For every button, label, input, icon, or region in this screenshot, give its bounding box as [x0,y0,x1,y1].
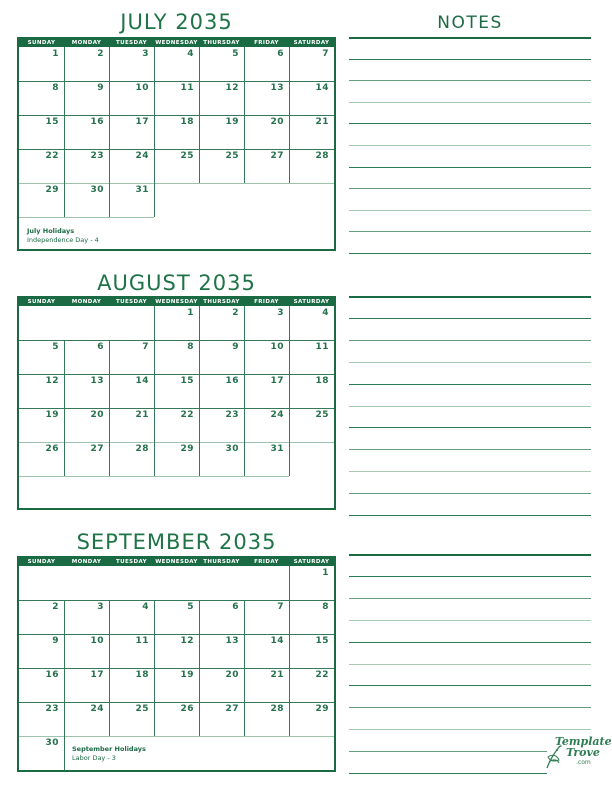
day-number: 9 [97,83,104,93]
month-title: SEPTEMBER 2035 [76,530,277,554]
notes-title: NOTES [437,13,503,33]
grid-line-horizontal [19,115,334,116]
day-number: 19 [180,670,194,680]
month-title: AUGUST 2035 [97,271,256,295]
day-number: 14 [270,636,284,646]
notes-line [349,427,591,428]
day-header-band [19,39,334,47]
day-number: 3 [277,308,284,318]
day-header: SATURDAY [293,299,330,305]
notes-line [349,188,591,189]
day-number: 30 [90,185,104,195]
day-number: 21 [270,670,284,680]
grid-line-horizontal [19,600,334,601]
day-header: FRIDAY [254,299,279,305]
day-header: MONDAY [71,559,102,565]
day-number: 1 [322,568,329,578]
day-number: 21 [315,117,329,127]
day-number: 4 [142,602,149,612]
day-number: 22 [315,670,329,680]
grid-line-vertical [289,442,290,476]
notes-line [349,231,591,232]
day-number: 29 [45,185,59,195]
grid-line-horizontal [19,408,334,409]
day-number: 5 [232,49,239,59]
notes-line [349,471,591,472]
grid-line-vertical [154,183,155,217]
grid-line-horizontal [19,668,334,669]
notes-line [349,59,591,60]
day-number: 6 [277,49,284,59]
day-number: 16 [225,376,239,386]
day-header: WEDNESDAY [155,559,198,565]
day-number: 25 [315,410,329,420]
day-header: FRIDAY [254,40,279,46]
notes-line [349,620,591,621]
month-calendar [17,556,336,772]
notes-line [349,167,591,168]
day-number: 15 [180,376,194,386]
holidays-title: July Holidays [27,227,75,235]
day-number: 27 [270,151,284,161]
day-number: 25 [225,151,239,161]
day-header: WEDNESDAY [155,40,198,46]
grid-line-horizontal [19,81,334,82]
day-number: 5 [187,602,194,612]
notes-line [349,598,591,599]
logo-text-com: .com [576,759,591,766]
day-number: 29 [180,444,194,454]
day-number: 13 [270,83,284,93]
notes-line [349,406,591,407]
day-number: 10 [135,83,149,93]
day-number: 14 [135,376,149,386]
day-number: 1 [52,49,59,59]
day-number: 5 [52,342,59,352]
day-header: SUNDAY [27,299,56,305]
day-number: 9 [52,636,59,646]
day-header: SATURDAY [293,40,330,46]
notes-section-line [349,554,591,556]
day-number: 1 [187,308,194,318]
day-number: 11 [315,342,329,352]
day-number: 7 [322,49,329,59]
grid-line-horizontal [19,442,334,443]
day-number: 28 [315,151,329,161]
day-number: 18 [180,117,194,127]
notes-line [349,449,591,450]
day-header: TUESDAY [115,559,147,565]
day-header: MONDAY [71,299,102,305]
day-number: 3 [142,49,149,59]
notes-line [349,123,591,124]
grid-line-vertical [64,736,65,770]
day-header: WEDNESDAY [155,299,198,305]
day-number: 16 [45,670,59,680]
day-number: 31 [135,185,149,195]
day-number: 6 [232,602,239,612]
day-number: 18 [135,670,149,680]
day-number: 26 [45,444,59,454]
notes-line [349,253,591,254]
notes-line [349,773,547,774]
day-number: 17 [270,376,284,386]
month-calendar [17,296,336,510]
day-number: 12 [45,376,59,386]
day-header: FRIDAY [254,559,279,565]
day-number: 31 [270,444,284,454]
day-number: 8 [187,342,194,352]
day-number: 13 [225,636,239,646]
day-header: SATURDAY [293,559,330,565]
day-number: 19 [225,117,239,127]
day-header: TUESDAY [115,299,147,305]
day-number: 20 [90,410,104,420]
holidays-text: Independence Day - 4 [27,236,99,244]
day-number: 22 [180,410,194,420]
notes-section-line [349,296,591,298]
notes-section-line [349,37,591,39]
day-number: 11 [180,83,194,93]
day-number: 24 [90,704,104,714]
day-number: 25 [180,151,194,161]
day-number: 21 [135,410,149,420]
grid-line-horizontal [19,149,334,150]
day-number: 10 [270,342,284,352]
day-number: 15 [45,117,59,127]
grid-line-horizontal [19,217,154,218]
day-number: 23 [45,704,59,714]
notes-line [349,102,591,103]
day-number: 26 [180,704,194,714]
day-number: 12 [180,636,194,646]
day-header: SUNDAY [27,559,56,565]
day-number: 17 [135,117,149,127]
day-number: 4 [187,49,194,59]
day-header: TUESDAY [115,40,147,46]
notes-line [349,318,591,319]
grid-line-horizontal [19,374,334,375]
day-number: 24 [270,410,284,420]
notes-line [349,340,591,341]
grid-line-horizontal [19,183,334,184]
notes-line [349,751,547,752]
day-header-band [19,558,334,566]
day-number: 12 [225,83,239,93]
day-number: 14 [315,83,329,93]
day-number: 7 [277,602,284,612]
grid-line-horizontal [19,736,334,737]
day-number: 27 [225,704,239,714]
day-number: 27 [90,444,104,454]
notes-line [349,80,591,81]
day-number: 15 [315,636,329,646]
holidays-block [72,745,146,763]
day-number: 19 [45,410,59,420]
notes-line [349,384,591,385]
day-number: 4 [322,308,329,318]
grid-line-horizontal [19,702,334,703]
day-header: THURSDAY [203,559,240,565]
day-header: THURSDAY [203,299,240,305]
day-number: 11 [135,636,149,646]
holidays-title: September Holidays [72,745,146,753]
day-number: 28 [135,444,149,454]
day-number: 3 [97,602,104,612]
day-header: SUNDAY [27,40,56,46]
day-number: 20 [225,670,239,680]
day-number: 13 [90,376,104,386]
day-number: 2 [232,308,239,318]
day-number: 8 [322,602,329,612]
day-number: 18 [315,376,329,386]
logo-text-template: Template [555,735,612,748]
day-header: MONDAY [71,40,102,46]
day-number: 22 [45,151,59,161]
notes-line [349,664,591,665]
day-number: 9 [232,342,239,352]
day-number: 2 [52,602,59,612]
notes-line [349,493,591,494]
notes-line [349,145,591,146]
logo-text-trove: Trove [566,746,600,759]
day-number: 6 [97,342,104,352]
notes-line [349,642,591,643]
notes-line [349,210,591,211]
day-number: 10 [90,636,104,646]
grid-line-horizontal [19,476,289,477]
grid-line-horizontal [19,340,334,341]
day-number: 30 [225,444,239,454]
day-number: 25 [135,704,149,714]
day-number: 29 [315,704,329,714]
notes-line [349,515,591,516]
holidays-text: Labor Day - 3 [72,754,116,762]
day-number: 16 [90,117,104,127]
notes-line [349,576,591,577]
day-number: 20 [270,117,284,127]
day-header: THURSDAY [203,40,240,46]
month-calendar [17,37,336,251]
notes-line [349,362,591,363]
holidays-block [27,227,99,245]
day-number: 17 [90,670,104,680]
grid-line-horizontal [19,634,334,635]
day-number: 24 [135,151,149,161]
month-title: JULY 2035 [120,10,233,34]
day-number: 28 [270,704,284,714]
day-number: 30 [45,738,59,748]
notes-line [349,729,591,730]
notes-line [349,685,591,686]
day-header-band [19,298,334,306]
template-trove-logo [545,735,612,775]
day-number: 2 [97,49,104,59]
day-number: 7 [142,342,149,352]
day-number: 23 [225,410,239,420]
day-number: 23 [90,151,104,161]
notes-line [349,707,591,708]
day-number: 8 [52,83,59,93]
